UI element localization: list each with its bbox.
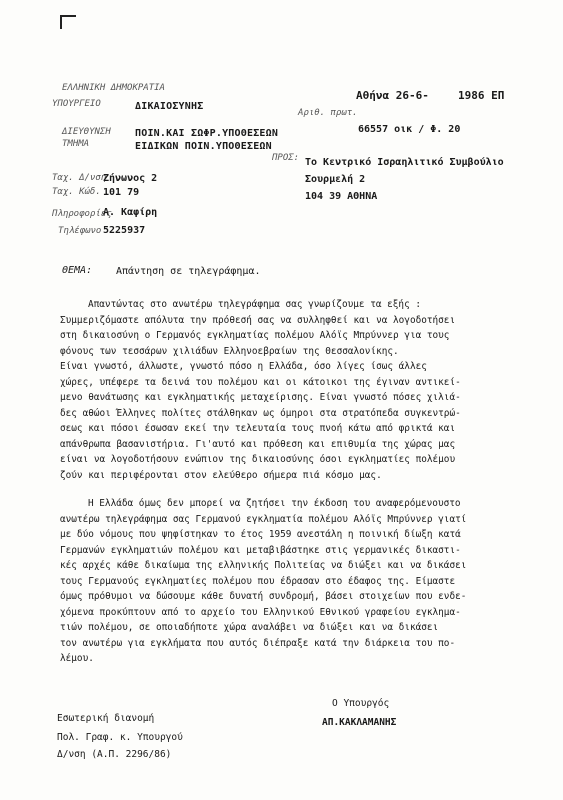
body-line: τον ανωτέρω για εγκλήματα που αυτός διέπραξε κατά την διάρκεια του πο- [60,637,456,649]
body-line: Απαντώντας στο ανωτέρω τηλεγράφημα σας γνωρίζουμε τα εξής : [88,299,422,310]
body-line: Συμμεριζόμαστε απόλυτα την πρόθεσή σας να συλληφθεί και να λογοδοτήσει [60,314,456,326]
phone-number: 5225937 [103,225,146,236]
ministry-name: ΔΙΚΑΙΟΣΥΝΗΣ [135,101,204,112]
body-line: τιών πολέμου, σε οποιαδήποτε χώρα αναλάβει να διώξει και να δικάσει [60,622,439,633]
body-line: μενο θανάτωσης και εγκληματικής μεταχείρισης. Είναι γνωστό πόσες χιλιά- [60,392,461,403]
direction-name: ΠΟΙΝ.ΚΑΙ ΣΩΦΡ.ΥΠΟΘΕΣΕΩΝ [135,128,279,139]
recipient-city: 104 39 ΑΘΗΝΑ [305,191,378,202]
body-line: κές αρχές κάθε δικαίωμα της ελληνικής Πολιτείας να διώξει και να δικάσει [60,560,467,571]
body-line: λέμου. [60,653,94,664]
postal-address-label: Ταχ. Δ/νση [52,173,107,183]
section-label: ΤΜΗΜΑ [62,139,90,149]
corner-mark [60,15,76,29]
body-line: χώρες, υπέφερε τα δεινά του πολέμου και οι κάτοικοι της έγιναν αντικεί- [60,376,461,388]
distribution-item: Δ/νση (Α.Π. 2296/86) [57,749,172,760]
body-line: Η Ελλάδα όμως δεν μπορεί να ζητήσει την έκδοση του αναφερόμενουστο [88,498,461,509]
info-name: Α. Καφίρη [103,207,158,218]
body-line: στη δικαιοσύνη ο Γερμανός εγκληματίας πολέμου Αλόϊς Μπρύννερ για τους [60,330,450,341]
body-line: φόνους των τεσσάρων χιλιάδων Ελληνοεβραίων της Θεσσαλονίκης. [60,345,399,357]
body-line: Είναι γνωστό, άλλωστε, γνωστό πόσο η Ελλάδα, όσο λίγες ίσως άλλες [60,361,427,372]
ministry-label: ΥΠΟΥΡΓΕΙΟ [52,99,101,109]
body-line: είναι να λογοδοτήσουν ενώπιον της δικαιοσύνης όσοι εγκληματίες πολέμου [60,454,456,465]
phone-label: Τηλέφωνο [58,226,102,236]
direction-label: ΔΙΕΥΘΥΝΣΗ [62,127,111,137]
body-line: ανωτέρω τηλεγράφημα σας Γερμανού εγκληματία πολέμου Αλόϊς Μπρύννερ γιατί [60,513,467,525]
body-line: τους Γερμανούς εγκληματίες πολέμου που έδρασαν στο έδαφος της. Είμαστε [60,575,456,587]
body-line: όμως πρόθυμοι να δώσουμε κάθε δυνατή συνδρομή, βάσει στοιχείων που ενδε- [60,591,467,602]
signer-name: ΑΠ.ΚΑΚΛΑΜΑΝΗΣ [322,717,397,728]
distribution-label: Εσωτερική διανομή [57,713,155,724]
section-name: ΕΙΔΙΚΩΝ ΠΟΙΝ.ΥΠΟΘΕΣΕΩΝ [135,141,272,152]
recipient-street: Σουρμελή 2 [305,174,366,185]
postal-code-label: Ταχ. Κώδ. [52,187,101,197]
recipient-name: Το Κεντρικό Ισραηλιτικό Συμβούλιο [305,157,504,168]
to-label: ΠΡΟΣ: [272,153,300,163]
protocol-label: Αριθ. πρωτ. [298,108,358,118]
body-line: με δύο νόμους που ψηφίστηκαν το έτος 1959 ανεστάλη η ποινική δίωξη κατά [60,529,461,540]
letter-year: 1986 ΕΠ [458,89,505,102]
letter-date: Αθήνα 26-6- [356,89,429,102]
subject-text: Απάντηση σε τηλεγράφημα. [116,266,261,277]
body-line: σεως και πόσοι έσωσαν εκεί την τελευταία τους πνοή κάτω από φρικτά και [60,423,456,434]
body-line: Γερμανών εγκληματιών πολέμου και μεταβιβάστηκε στις γερμανικές δικαστι- [60,544,461,556]
republic-label: ΕΛΛΗΝΙΚΗ ΔΗΜΟΚΡΑΤΙΑ [62,83,165,93]
body-line: ζούν και περιφέρονται στον ελεύθερο σήμερα πιά κόσμο μας. [60,469,382,481]
protocol-number: 66557 οικ / Φ. 20 [358,124,461,135]
signer-title: Ο Υπουργός [332,698,390,709]
subject-label: ΘΕΜΑ: [62,265,93,276]
body-line: δες αθώοι Έλληνες πολίτες στάλθηκαν ως όμηροι στα στρατόπεδα συγκεντρώ- [60,407,461,419]
distribution-item: Πολ. Γραφ. κ. Υπουργού [57,732,183,743]
body-line: απάνθρωπα βασανιστήρια. Γι'αυτό και πρόθεση και επιθυμία της χώρας μας [60,438,456,450]
info-label: Πληροφορίες [52,209,112,219]
body-line: χόμενα προκύπτουν από το αρχείο του Ελληνικού Εθνικού γραφείου εγκλημα- [60,606,461,618]
body-paragraph-1 [60,297,540,483]
postal-code: 101 79 [103,187,140,198]
body-paragraph-2 [60,496,540,667]
postal-address: Ζήνωνος 2 [103,173,158,184]
